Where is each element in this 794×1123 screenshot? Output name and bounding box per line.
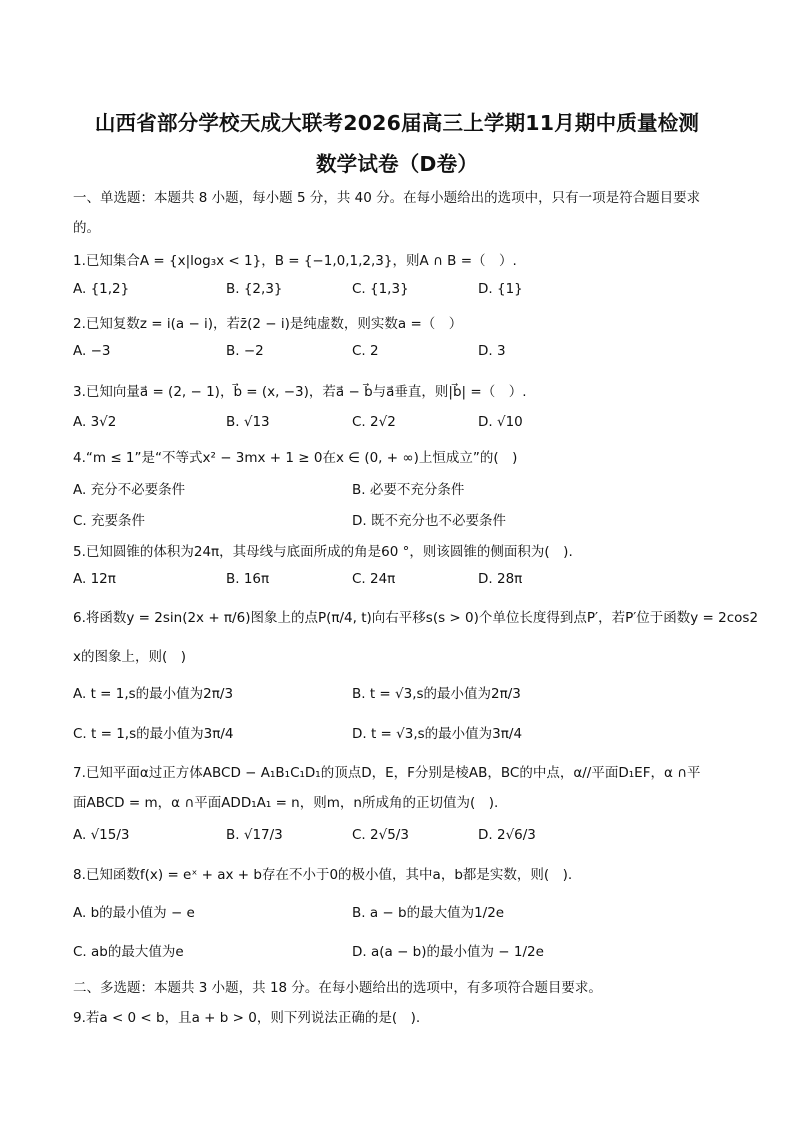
question-3-option-d: D. √10 <box>478 414 523 430</box>
question-7-option-a: A. √15/3 <box>73 827 130 843</box>
question-2-option-d: D. 3 <box>478 343 506 359</box>
question-5-stem: 5.已知圆锥的体积为24π，其母线与底面所成的角是60 °，则该圆锥的侧面积为( ). <box>73 544 573 560</box>
question-2-option-a: A. −3 <box>73 343 111 359</box>
section1-instruction-line1: 一、单选题：本题共 8 小题，每小题 5 分，共 40 分。在每小题给出的选项中，只有一项是符合题目要求 <box>73 190 701 206</box>
question-2-stem: 2.已知复数z = i(a − i)，若z̄(2 − i)是纯虚数，则实数a =（ ） <box>73 316 463 332</box>
question-6-option-c: C. t = 1,s的最小值为3π/4 <box>73 726 234 742</box>
question-5-option-b: B. 16π <box>226 571 270 587</box>
question-7-option-c: C. 2√5/3 <box>352 827 409 843</box>
question-4-option-a: A. 充分不必要条件 <box>73 482 186 498</box>
question-6-option-a: A. t = 1,s的最小值为2π/3 <box>73 686 234 702</box>
question-4-option-c: C. 充要条件 <box>73 513 146 529</box>
question-8-option-a: A. b的最小值为 − e <box>73 905 195 921</box>
question-1-option-d: D. {1} <box>478 281 523 297</box>
section2-instruction: 二、多选题：本题共 3 小题，共 18 分。在每小题给出的选项中，有多项符合题目要求。 <box>73 980 602 996</box>
question-8-option-c: C. ab的最大值为e <box>73 944 184 960</box>
question-8-stem: 8.已知函数f(x) = eˣ + ax + b存在不小于0的极小值，其中a，b都是实数，则( ). <box>73 867 573 883</box>
question-4-option-b: B. 必要不充分条件 <box>352 482 465 498</box>
question-5-option-a: A. 12π <box>73 571 116 587</box>
question-1-option-c: C. {1,3} <box>352 281 409 297</box>
exam-title-line2: 数学试卷（D卷） <box>315 152 479 176</box>
question-5-option-d: D. 28π <box>478 571 523 587</box>
question-2-option-b: B. −2 <box>226 343 264 359</box>
question-1-option-b: B. {2,3} <box>226 281 283 297</box>
question-1-option-a: A. {1,2} <box>73 281 130 297</box>
question-6-option-b: B. t = √3,s的最小值为2π/3 <box>352 686 521 702</box>
question-3-option-a: A. 3√2 <box>73 414 117 430</box>
question-7-option-d: D. 2√6/3 <box>478 827 536 843</box>
question-8-option-b: B. a − b的最大值为1/2e <box>352 905 505 921</box>
question-4-stem: 4.“m ≤ 1”是“不等式x² − 3mx + 1 ≥ 0在x ∈ (0, + ∞)上恒成立”的( ) <box>73 450 518 466</box>
question-4-option-d: D. 既不充分也不必要条件 <box>352 513 506 529</box>
question-6-option-d: D. t = √3,s的最小值为3π/4 <box>352 726 523 742</box>
section1-instruction-line2: 的。 <box>73 220 100 236</box>
question-8-option-d: D. a(a − b)的最小值为 − 1/2e <box>352 944 544 960</box>
question-3-option-b: B. √13 <box>226 414 270 430</box>
question-9-stem: 9.若a < 0 < b，且a + b > 0，则下列说法正确的是( ). <box>73 1010 421 1026</box>
question-3-stem: 3.已知向量a⃗ = (2, − 1)，b⃗ = (x, −3)，若a⃗ − b⃗与a⃗垂直，则|b⃗| =（ ）. <box>73 384 527 400</box>
question-7-stem-line1: 7.已知平面α过正方体ABCD − A₁B₁C₁D₁的顶点D，E，F分别是棱AB，BC的中点，α//平面D₁EF，α ∩平 <box>73 765 701 781</box>
question-6-stem-line2: x的图象上，则( ) <box>73 649 187 665</box>
exam-title-line1: 山西省部分学校天成大联考2026届高三上学期11月期中质量检测 <box>94 111 700 135</box>
question-7-stem-line2: 面ABCD = m，α ∩平面ADD₁A₁ = n，则m，n所成角的正切值为( ). <box>73 795 499 811</box>
question-7-option-b: B. √17/3 <box>226 827 283 843</box>
question-3-option-c: C. 2√2 <box>352 414 396 430</box>
question-6-stem-line1: 6.将函数y = 2sin(2x + π/6)图象上的点P(π/4, t)向右平移s(s > 0)个单位长度得到点P′，若P′位于函数y = 2cos2 <box>73 610 759 626</box>
question-5-option-c: C. 24π <box>352 571 396 587</box>
question-2-option-c: C. 2 <box>352 343 379 359</box>
question-1-stem: 1.已知集合A = {x|log₃x < 1}，B = {−1,0,1,2,3}，则A ∩ B =（ ）. <box>73 253 517 269</box>
